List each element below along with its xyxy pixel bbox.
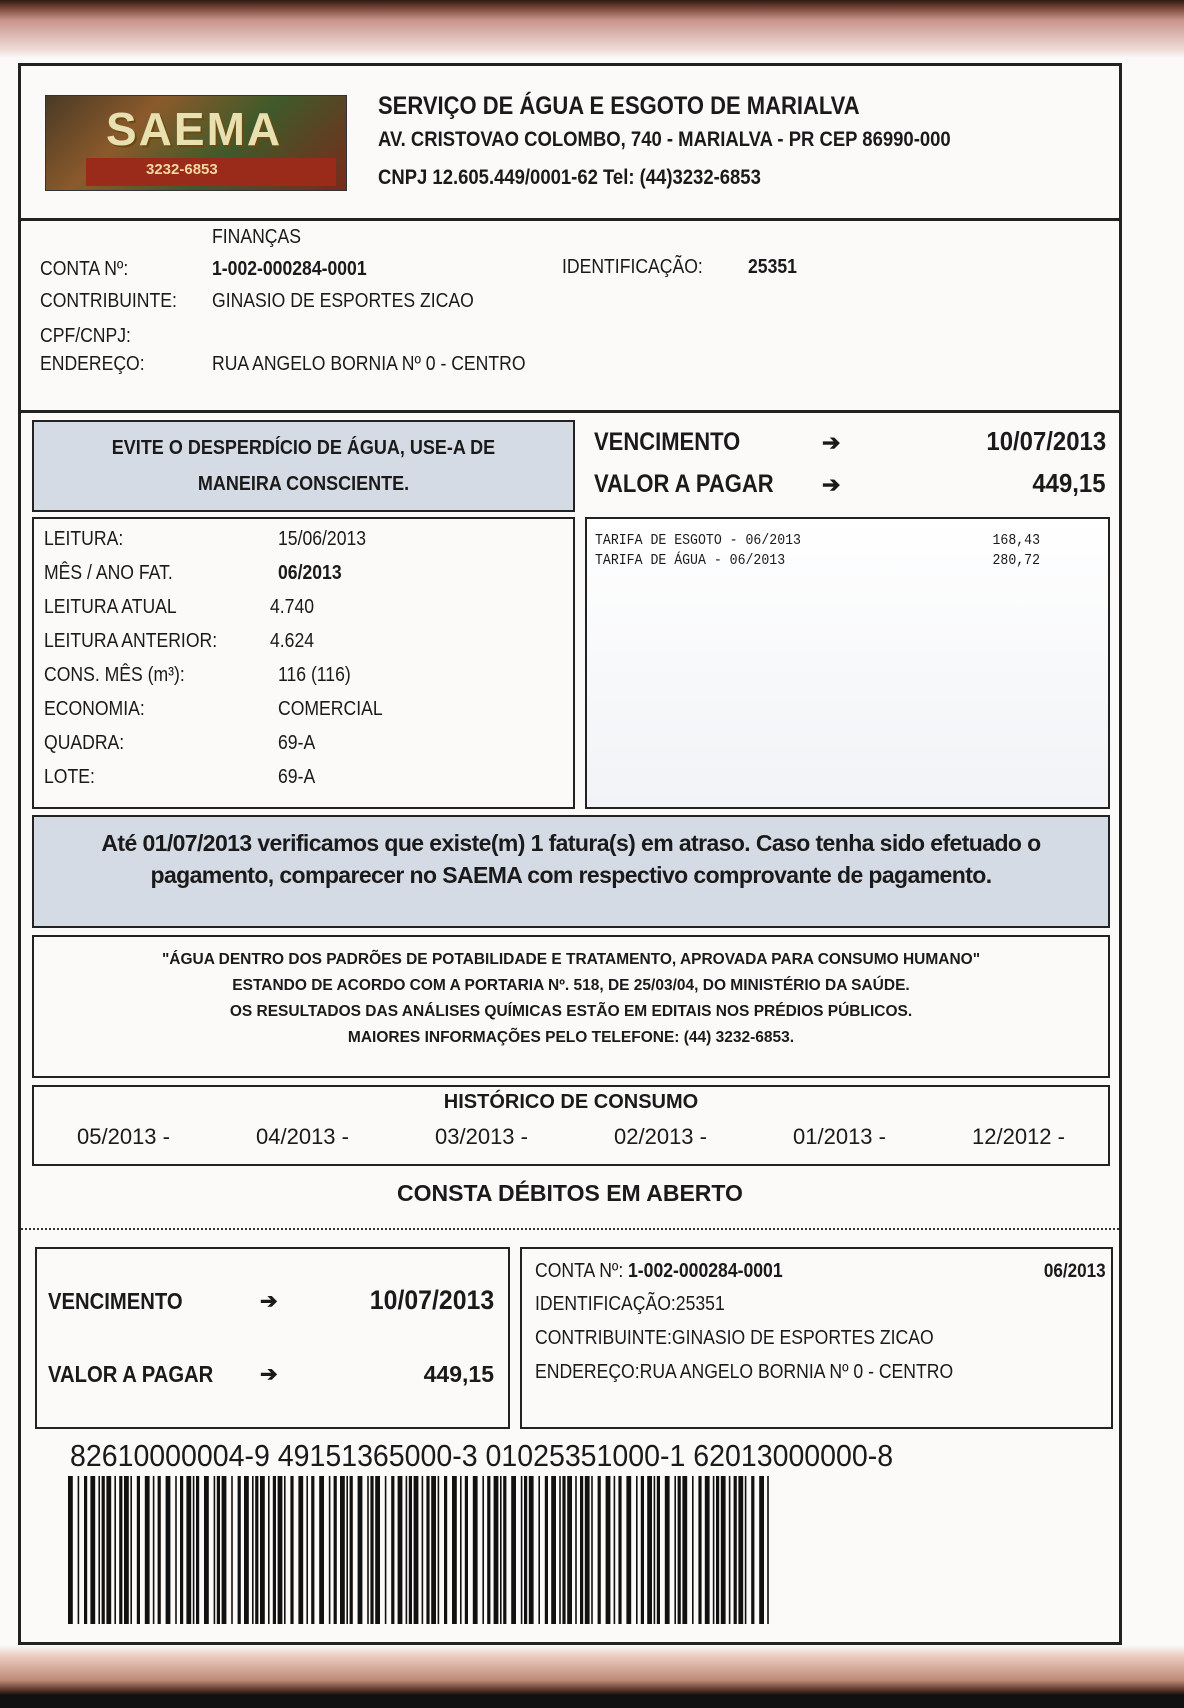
vencimento-value: 10/07/2013	[986, 426, 1106, 456]
charge-desc: TARIFA DE ÁGUA - 06/2013	[595, 552, 786, 569]
history-box	[32, 1085, 1110, 1166]
barcode-bar	[606, 1476, 611, 1624]
valor-value: 449,15	[1032, 468, 1106, 498]
barcode-bar	[692, 1476, 694, 1624]
reading-value: 4.624	[270, 630, 315, 652]
barcode-bar	[244, 1476, 249, 1624]
barcode-bar	[130, 1476, 132, 1624]
stub-due-box	[35, 1247, 510, 1429]
barcode-bar	[636, 1476, 638, 1624]
stub-ref-month: 06/2013	[1044, 1261, 1106, 1282]
barcode-bar	[306, 1476, 308, 1624]
barcode-bar	[759, 1476, 764, 1624]
divider	[20, 218, 1120, 221]
barcode-bar	[186, 1476, 191, 1624]
barcode-bar	[641, 1476, 644, 1624]
barcode-bar	[665, 1476, 670, 1624]
barcode-bar	[231, 1476, 233, 1624]
barcode-bar	[311, 1476, 314, 1624]
stub-vencimento-label: VENCIMENTO	[48, 1288, 183, 1314]
barcode-bar	[273, 1476, 276, 1624]
barcode-bar	[494, 1476, 499, 1624]
history-month: 02/2013 -	[614, 1124, 707, 1149]
barcode-bar	[654, 1476, 656, 1624]
stub-vencimento-value: 10/07/2013	[369, 1285, 494, 1315]
barcode-bar	[503, 1476, 506, 1624]
barcode-bar	[217, 1476, 220, 1624]
endereco-label: ENDEREÇO:	[40, 353, 145, 375]
potability-line: MAIORES INFORMAÇÕES PELO TELEFONE: (44) 3232-6853.	[347, 1029, 795, 1046]
barcode-bar	[562, 1476, 565, 1624]
barcode-bar	[559, 1476, 561, 1624]
cut-line	[21, 1228, 1119, 1230]
barcode-bar	[340, 1476, 345, 1624]
reading-label: QUADRA:	[44, 732, 125, 754]
barcode-bar	[175, 1476, 177, 1624]
vencimento-label: VENCIMENTO	[594, 428, 741, 456]
barcode-bar	[444, 1476, 447, 1624]
barcode-bar	[465, 1476, 468, 1624]
scan-edge-bottom	[0, 1645, 1184, 1708]
barcode-bar	[222, 1476, 227, 1624]
potability-line: OS RESULTADOS DAS ANÁLISES QUÍMICAS ESTÃO EM EDITAIS NOS PRÉDIOS PÚBLICOS.	[229, 1003, 913, 1020]
history-month: 04/2013 -	[256, 1124, 349, 1149]
barcode-bar	[521, 1476, 523, 1624]
barcode-bar	[751, 1476, 754, 1624]
barcode-bar	[698, 1476, 701, 1624]
barcode-digits: 82610000004-9 49151365000-3 01025351000-1 62013000000-8	[70, 1438, 894, 1473]
barcode-bar	[398, 1476, 403, 1624]
barcode-bar	[591, 1476, 593, 1624]
barcode-bar	[124, 1476, 129, 1624]
logo-phone: 3232-6853	[146, 161, 218, 178]
barcode-bar	[482, 1476, 484, 1624]
barcode-bar	[106, 1476, 111, 1624]
barcode-bar	[511, 1476, 516, 1624]
reading-label: LEITURA ANTERIOR:	[44, 630, 218, 652]
barcode-bar	[119, 1476, 122, 1624]
potability-line: ESTANDO DE ACORDO COM A PORTARIA Nº. 518, DE 25/03/04, DO MINISTÉRIO DA SAÚDE.	[232, 977, 910, 994]
barcode-bar	[214, 1476, 216, 1624]
charge-desc: TARIFA DE ESGOTO - 06/2013	[595, 532, 801, 549]
barcode-bar	[406, 1476, 408, 1624]
barcode-bar	[137, 1476, 140, 1624]
reading-label: MÊS / ANO FAT.	[44, 562, 173, 584]
ident-value: 25351	[748, 256, 797, 278]
barcode-bar	[375, 1476, 380, 1624]
barcode-bar	[487, 1476, 490, 1624]
barcode-bar	[529, 1476, 534, 1624]
reading-label: LEITURA:	[44, 528, 124, 550]
water-notice: EVITE O DESPERDÍCIO DE ÁGUA, USE-A DE MANEIRA CONSCIENTE.	[111, 437, 496, 495]
reading-value: 69-A	[278, 766, 316, 788]
barcode-bar	[682, 1476, 687, 1624]
barcode-bar	[713, 1476, 715, 1624]
dept-label: FINANÇAS	[212, 226, 301, 248]
arrow-icon: ➔	[822, 472, 841, 497]
conta-value: 1-002-000284-0001	[212, 258, 367, 280]
barcode-bar	[260, 1476, 265, 1624]
history-title: HISTÓRICO DE CONSUMO	[443, 1091, 699, 1113]
barcode-bar	[626, 1476, 631, 1624]
barcode-bar	[370, 1476, 373, 1624]
barcode-bar	[78, 1476, 80, 1624]
cpf-label: CPF/CNPJ:	[40, 325, 131, 347]
barcode-bar	[329, 1476, 331, 1624]
barcode-bar	[391, 1476, 394, 1624]
stub-contrib: CONTRIBUINTE:GINASIO DE ESPORTES ZICAO	[535, 1327, 934, 1349]
barcode-bar	[734, 1476, 737, 1624]
reading-value: 06/2013	[278, 562, 342, 584]
barcode-bar	[346, 1476, 348, 1624]
barcode-bar	[422, 1476, 424, 1624]
barcode-bar	[647, 1476, 652, 1624]
barcode-bar	[158, 1476, 161, 1624]
org-address: AV. CRISTOVAO COLOMBO, 740 - MARIALVA - PR CEP 86990-000	[378, 128, 951, 151]
arrow-icon: ➔	[260, 1363, 278, 1386]
history-month: 01/2013 -	[793, 1124, 886, 1149]
barcode-bar	[452, 1476, 457, 1624]
barcode-bar	[367, 1476, 369, 1624]
reading-label: LOTE:	[44, 766, 95, 788]
stub-conta-label: CONTA Nº:	[535, 1260, 624, 1282]
barcode-bar	[745, 1476, 747, 1624]
potability-line: "ÁGUA DENTRO DOS PADRÕES DE POTABILIDADE E TRATAMENTO, APROVADA PARA CONSUMO HUMANO"	[161, 951, 981, 968]
barcode-bar	[414, 1476, 419, 1624]
barcode-bar	[290, 1476, 293, 1624]
stub-ident: IDENTIFICAÇÃO:25351	[535, 1293, 725, 1315]
reading-label: ECONOMIA:	[44, 698, 145, 720]
barcode-bar	[598, 1476, 601, 1624]
barcode	[68, 1476, 773, 1624]
reading-label: CONS. MÊS (m³):	[44, 664, 185, 686]
barcode-bar	[278, 1476, 283, 1624]
scan-edge-top	[0, 0, 1184, 58]
org-cnpj-tel: CNPJ 12.605.449/0001-62 Tel: (44)3232-6853	[378, 166, 761, 189]
barcode-bar	[551, 1476, 556, 1624]
barcode-bar	[114, 1476, 116, 1624]
barcode-bar	[614, 1476, 616, 1624]
barcode-bar	[721, 1476, 726, 1624]
barcode-bar	[102, 1476, 105, 1624]
barcode-bar	[674, 1476, 676, 1624]
potability-box	[32, 935, 1110, 1078]
contrib-label: CONTRIBUINTE:	[40, 290, 177, 312]
barcode-bar	[575, 1476, 577, 1624]
barcode-bar	[238, 1476, 241, 1624]
barcode-bar	[545, 1476, 548, 1624]
barcode-bar	[255, 1476, 258, 1624]
stub-conta-value: 1-002-000284-0001	[628, 1260, 783, 1282]
barcode-bar	[618, 1476, 621, 1624]
barcode-bar	[580, 1476, 583, 1624]
history-month: 03/2013 -	[435, 1124, 528, 1149]
barcode-bar	[166, 1476, 171, 1624]
overdue-notice: Até 01/07/2013 verificamos que existe(m) 1 fatura(s) em atraso. Caso tenha sido efetuado o pagamento, comparecer no SAEMA com respectivo comprovante de pagamento.	[101, 830, 1041, 888]
barcode-bar	[68, 1476, 73, 1624]
arrow-icon: ➔	[260, 1290, 278, 1313]
reading-value: 15/06/2013	[278, 528, 367, 550]
debts-title: CONSTA DÉBITOS EM ABERTO	[397, 1180, 743, 1206]
stub-valor-label: VALOR A PAGAR	[48, 1361, 214, 1387]
reading-value: COMERCIAL	[278, 698, 383, 720]
barcode-bar	[500, 1476, 502, 1624]
barcode-bar	[180, 1476, 183, 1624]
barcode-bar	[196, 1476, 199, 1624]
barcode-bar	[153, 1476, 155, 1624]
barcode-bar	[657, 1476, 660, 1624]
barcode-bar	[524, 1476, 527, 1624]
reading-value: 4.740	[270, 596, 315, 618]
arrow-icon: ➔	[822, 430, 841, 455]
barcode-bar	[204, 1476, 209, 1624]
reading-value: 69-A	[278, 732, 316, 754]
barcode-bar	[567, 1476, 572, 1624]
history-month: 05/2013 -	[77, 1124, 170, 1149]
barcode-bar	[705, 1476, 710, 1624]
barcode-bar	[473, 1476, 478, 1624]
stub-valor-value: 449,15	[423, 1361, 494, 1387]
endereco-value: RUA ANGELO BORNIA Nº 0 - CENTRO	[212, 353, 526, 375]
barcode-bar	[90, 1476, 95, 1624]
reading-value: 116 (116)	[278, 664, 351, 686]
barcode-bar	[438, 1476, 440, 1624]
charge-value: 168,43	[992, 532, 1040, 549]
barcode-bar	[538, 1476, 540, 1624]
barcode-bar	[193, 1476, 195, 1624]
valor-label: VALOR A PAGAR	[594, 470, 774, 498]
barcode-bar	[268, 1476, 270, 1624]
barcode-bar	[585, 1476, 590, 1624]
divider	[20, 410, 1120, 413]
org-name: SERVIÇO DE ÁGUA E ESGOTO DE MARIALVA	[378, 92, 860, 120]
barcode-bar	[334, 1476, 337, 1624]
barcode-bar	[298, 1476, 303, 1624]
stub-endereco: ENDEREÇO:RUA ANGELO BORNIA Nº 0 - CENTRO	[535, 1361, 954, 1383]
barcode-bar	[460, 1476, 462, 1624]
barcode-bar	[767, 1476, 769, 1624]
barcode-bar	[409, 1476, 412, 1624]
contrib-value: GINASIO DE ESPORTES ZICAO	[212, 290, 474, 312]
conta-label: CONTA Nº:	[40, 258, 129, 280]
logo-text: SAEMA	[106, 103, 283, 155]
barcode-bar	[426, 1476, 429, 1624]
barcode-bar	[84, 1476, 87, 1624]
barcode-bar	[145, 1476, 150, 1624]
barcode-bar	[729, 1476, 731, 1624]
barcode-bar	[738, 1476, 743, 1624]
barcode-bar	[716, 1476, 719, 1624]
reading-label: LEITURA ATUAL	[44, 596, 177, 618]
water-notice-box	[32, 420, 575, 512]
barcode-bar	[678, 1476, 681, 1624]
history-month: 12/2012 -	[972, 1124, 1065, 1149]
barcode-bar	[358, 1476, 363, 1624]
saema-logo	[45, 95, 347, 191]
barcode-bar	[431, 1476, 436, 1624]
ident-label: IDENTIFICAÇÃO:	[562, 256, 703, 278]
barcode-bar	[350, 1476, 353, 1624]
barcode-bar	[252, 1476, 254, 1624]
charge-value: 280,72	[992, 552, 1040, 569]
barcode-bar	[284, 1476, 286, 1624]
barcode-bar	[385, 1476, 387, 1624]
barcode-bar	[98, 1476, 100, 1624]
overdue-notice-box	[32, 815, 1110, 928]
barcode-bar	[319, 1476, 324, 1624]
